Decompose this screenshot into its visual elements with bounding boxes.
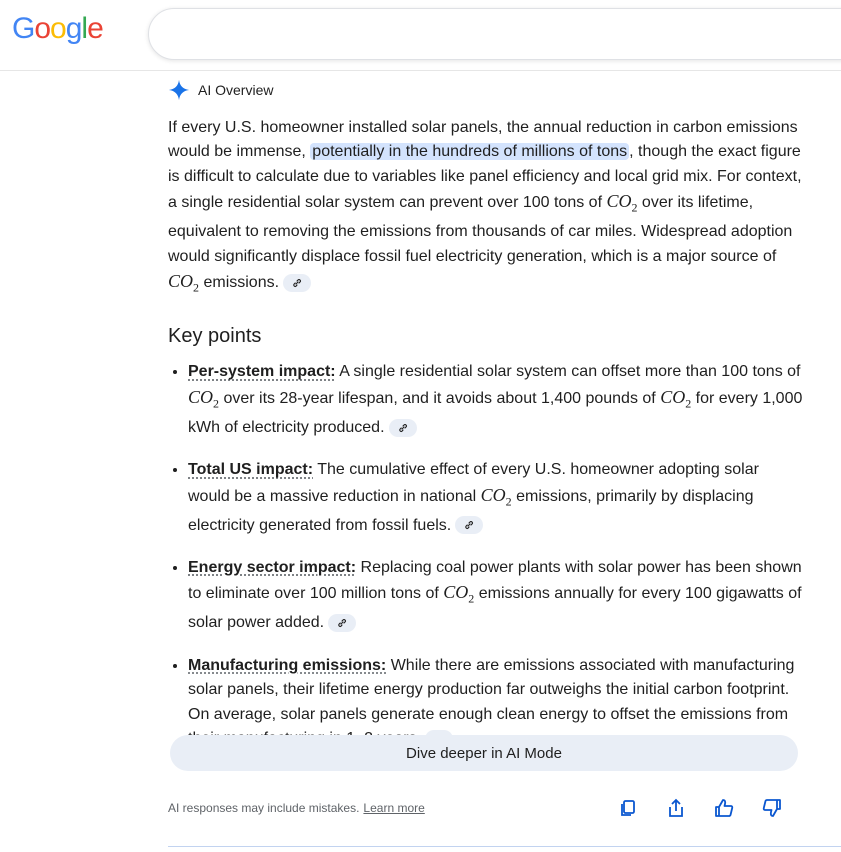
formula-sub: 2 <box>685 396 692 411</box>
link-icon <box>337 618 347 628</box>
formula-sub: 2 <box>631 200 638 215</box>
logo-letter: e <box>87 12 103 45</box>
point-term[interactable]: Manufacturing emissions: <box>188 656 387 674</box>
thumbs-up-icon[interactable] <box>712 796 736 820</box>
point-text: emissions, primarily by displacing electricity generated from fossil fuels. <box>188 487 754 534</box>
thumbs-down-icon[interactable] <box>760 796 784 820</box>
point-text: A single residential solar system can offset more than 100 tons of <box>335 363 801 381</box>
section-divider <box>168 846 841 847</box>
point-text: emissions annually for every 100 gigawatts of solar power added. <box>188 585 802 632</box>
point-text: for every 1,000 kWh of electricity produced. <box>188 389 803 436</box>
formula-sub: 2 <box>468 592 475 607</box>
formula-base: CO <box>660 386 686 407</box>
search-input[interactable] <box>148 8 841 60</box>
co2-formula <box>660 386 692 411</box>
point-text: The cumulative effect of every U.S. homeowner adopting solar would be a massive reduction in national <box>188 461 759 505</box>
logo-letter: l <box>81 12 88 45</box>
logo-letter: G <box>12 12 35 45</box>
link-icon <box>464 520 474 530</box>
co2-formula <box>480 484 512 509</box>
point-term[interactable]: Total US impact: <box>188 461 314 479</box>
learn-more-link[interactable]: Learn more <box>363 801 425 815</box>
co2-formula <box>443 582 475 607</box>
co2-formula <box>606 191 638 215</box>
key-points-heading: Key points <box>168 325 262 348</box>
ai-overview-header <box>168 79 273 101</box>
ai-overview-content <box>168 116 803 770</box>
copy-icon[interactable] <box>616 796 640 820</box>
co2-formula <box>188 386 220 411</box>
formula-sub: 2 <box>505 494 512 509</box>
formula-base: CO <box>443 582 469 603</box>
list-item <box>188 360 803 440</box>
point-text: over its 28-year lifespan, and it avoids about 1,400 pounds of <box>219 389 661 407</box>
intro-text: , though the exact figure is difficult to calculate due to variables like panel efficiency and local grid mix. For context, a single residential solar system can prevent over 100 tons of <box>168 143 802 212</box>
logo-letter: o <box>50 12 66 45</box>
point-text: Replacing coal power plants with solar power has been shown to eliminate over 100 million tons of <box>188 559 802 603</box>
formula-base: CO <box>188 386 214 407</box>
formula-sub: 2 <box>213 396 220 411</box>
header <box>0 0 841 71</box>
formula-base: CO <box>168 271 194 292</box>
source-link-chip[interactable] <box>328 614 356 632</box>
ai-overview-label: AI Overview <box>198 82 274 98</box>
source-link-chip[interactable] <box>283 274 311 292</box>
ai-overview-footer <box>168 796 798 820</box>
source-link-chip[interactable] <box>389 419 417 437</box>
highlighted-claim[interactable]: potentially in the hundreds of millions of tons <box>312 143 628 161</box>
feedback-icons <box>616 796 784 820</box>
co2-formula <box>168 271 200 295</box>
point-term[interactable]: Per-system impact: <box>188 363 336 381</box>
formula-base: CO <box>606 191 632 212</box>
list-item <box>188 556 803 636</box>
intro-text: emissions. <box>199 274 280 292</box>
list-item <box>188 458 803 538</box>
formula-sub: 2 <box>193 280 200 295</box>
share-icon[interactable] <box>664 796 688 820</box>
link-icon <box>292 278 302 288</box>
formula-base: CO <box>480 484 506 505</box>
disclaimer-text: AI responses may include mistakes. <box>168 801 360 815</box>
sparkle-icon <box>168 79 190 101</box>
point-term[interactable]: Energy sector impact: <box>188 559 357 577</box>
logo-letter: o <box>34 12 51 45</box>
link-icon <box>398 423 408 433</box>
source-link-chip[interactable] <box>455 516 483 534</box>
key-points-list <box>168 360 803 751</box>
dive-deeper-button[interactable]: Dive deeper in AI Mode <box>170 735 798 771</box>
logo-letter: g <box>65 12 82 45</box>
intro-text: over its lifetime, equivalent to removing the emissions from thousands of car miles. Widespread adoption would significantly displace fossil fuel electricity generation, which is a major source of <box>168 194 793 265</box>
intro-text: If every U.S. homeowner installed solar panels, the annual reduction in carbon emissions would be immense, <box>168 119 798 161</box>
google-logo[interactable] <box>12 12 103 46</box>
point-text: While there are emissions associated with manufacturing solar panels, their lifetime energy production far outweighs the initial carbon footprint. On average, solar panels generate enough clean energy to offset the emissions from <box>188 656 795 723</box>
intro-paragraph <box>168 116 803 300</box>
